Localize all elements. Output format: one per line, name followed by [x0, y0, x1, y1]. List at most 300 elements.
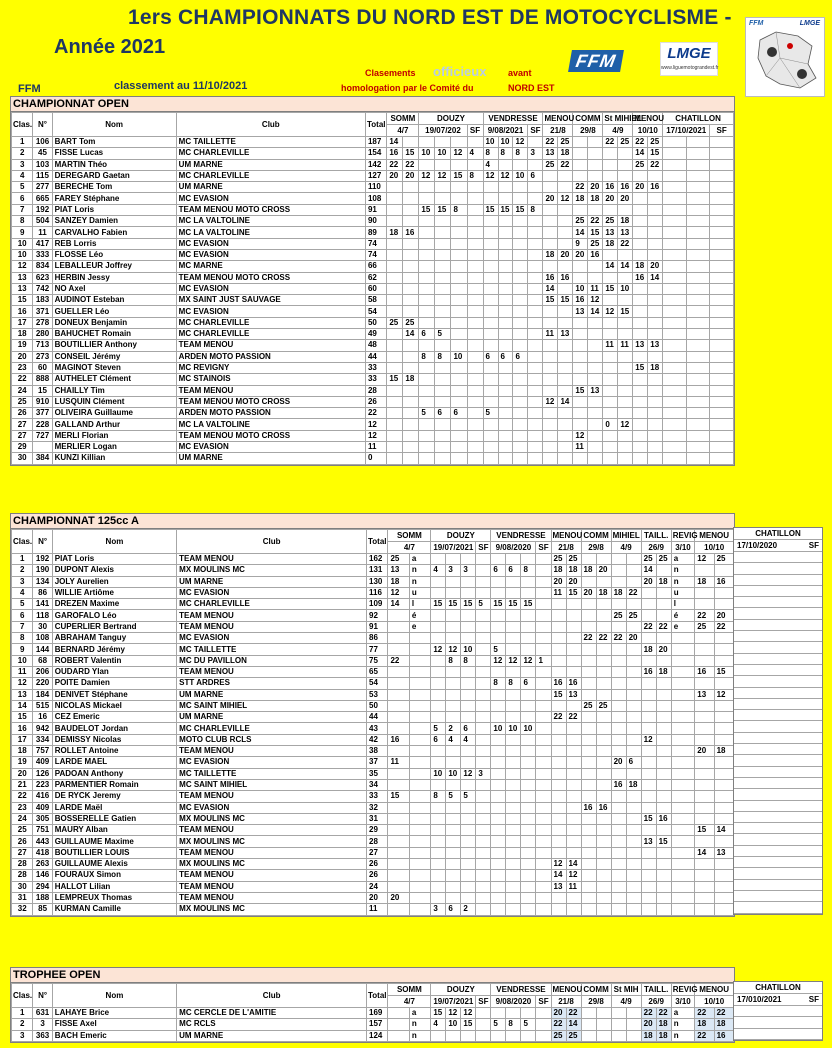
table-cell [513, 261, 528, 272]
table-cell [656, 859, 671, 870]
table-cell [403, 442, 419, 453]
table-cell: 12 [461, 1008, 476, 1019]
table-cell [558, 453, 573, 464]
table-cell [461, 757, 476, 768]
table-cell [506, 836, 521, 847]
table-cell [686, 396, 710, 407]
table-cell: 106 [33, 137, 52, 148]
total-points: 110 [365, 182, 386, 193]
table-cell [491, 791, 506, 802]
table-cell [641, 904, 656, 915]
table-cell [403, 385, 419, 396]
table-row [12, 621, 734, 632]
rider-name: AUDINOT Esteban [52, 295, 176, 306]
table-cell: 6 [528, 170, 543, 181]
table-cell [551, 757, 566, 768]
table-cell [663, 453, 687, 464]
table-cell [626, 689, 641, 700]
page-title: 1ers CHAMPIONNATS DU NORD EST DE MOTOCYCLISME - [128, 6, 732, 29]
sf-douzy: SF [476, 542, 491, 554]
table-cell [671, 633, 695, 644]
table-cell [521, 576, 536, 587]
table-cell [663, 148, 687, 159]
table-cell [611, 881, 626, 892]
table-cell [626, 746, 641, 757]
table-cell: 12 [461, 768, 476, 779]
table-cell [476, 565, 491, 576]
table-cell [695, 836, 714, 847]
table-cell [451, 306, 467, 317]
table-row [12, 904, 734, 915]
table-cell [467, 317, 483, 328]
table-cell: n [409, 565, 430, 576]
table-cell [388, 746, 409, 757]
table-cell [506, 892, 521, 903]
table-cell [451, 385, 467, 396]
table-cell [506, 1030, 521, 1041]
table-cell: 16 [633, 272, 648, 283]
table-cell: 20 [618, 193, 633, 204]
table-cell: 15 [566, 587, 581, 598]
table-cell [467, 351, 483, 362]
table-cell [566, 746, 581, 757]
table-cell [476, 904, 491, 915]
table-cell [611, 723, 626, 734]
table-cell [618, 329, 633, 340]
sf-douzy: SF [467, 125, 483, 137]
table-cell [714, 859, 733, 870]
table-cell [387, 193, 403, 204]
table-cell: 4 [431, 1019, 446, 1030]
chatillon-cell [734, 552, 822, 563]
total-points: 130 [367, 576, 388, 587]
club-name: MX MOULINS MC [177, 813, 367, 824]
table-cell [521, 791, 536, 802]
table-cell [558, 419, 573, 430]
table-cell: 16 [641, 666, 656, 677]
table-cell [566, 644, 581, 655]
table-cell: 333 [33, 249, 52, 260]
table-cell [710, 329, 734, 340]
table-cell [663, 249, 687, 260]
table-cell: 20 [588, 182, 603, 193]
table-cell [618, 351, 633, 362]
club-name: MX MOULINS MC [177, 565, 367, 576]
table-cell: 12 [12, 678, 33, 689]
table-cell [596, 859, 611, 870]
club-name: MC CHARLEVILLE [176, 317, 365, 328]
table-row [12, 655, 734, 666]
table-cell: 18 [648, 362, 663, 373]
table-row [12, 734, 734, 745]
table-cell: 12 [551, 859, 566, 870]
table-cell: 5 [12, 182, 33, 193]
table-cell [536, 576, 551, 587]
table-cell [403, 238, 419, 249]
table-cell [506, 847, 521, 858]
club-name: MC REVIGNY [176, 362, 365, 373]
table-cell [581, 666, 596, 677]
table-cell: 12 [451, 148, 467, 159]
date-somm: 4/7 [387, 125, 419, 137]
table-row [12, 238, 734, 249]
table-cell [618, 385, 633, 396]
table-cell: n [671, 576, 695, 587]
table-cell: 16 [588, 249, 603, 260]
date-vendresse: 9/08/2020 [491, 996, 536, 1008]
table-cell [498, 453, 513, 464]
date-comm: 29/8 [581, 996, 611, 1008]
table-cell: 16 [695, 666, 714, 677]
table-cell: 18 [695, 576, 714, 587]
table-cell: 12 [543, 396, 558, 407]
table-row [12, 385, 734, 396]
table-row [12, 1019, 734, 1030]
table-cell [476, 859, 491, 870]
table-cell [419, 272, 435, 283]
table-cell [536, 746, 551, 757]
table-cell [506, 791, 521, 802]
table-cell [714, 565, 733, 576]
table-cell [451, 329, 467, 340]
table-cell: 25 [603, 216, 618, 227]
table-cell [543, 374, 558, 385]
table-cell [695, 904, 714, 915]
table-cell [543, 216, 558, 227]
table-cell [388, 700, 409, 711]
table-cell [596, 825, 611, 836]
table-cell [641, 768, 656, 779]
table-cell [528, 351, 543, 362]
table-cell [451, 182, 467, 193]
table-cell [596, 1008, 611, 1019]
table-cell [558, 216, 573, 227]
table-cell [566, 847, 581, 858]
table-cell: 15 [513, 204, 528, 215]
table-cell [528, 396, 543, 407]
table-cell: 14 [618, 261, 633, 272]
table-cell [461, 712, 476, 723]
table-cell: 20 [695, 746, 714, 757]
table-cell [648, 351, 663, 362]
table-cell [648, 249, 663, 260]
table-cell [419, 340, 435, 351]
table-cell [581, 621, 596, 632]
table-cell [603, 317, 618, 328]
table-cell [603, 148, 618, 159]
table-cell: 25 [695, 621, 714, 632]
table-cell [648, 385, 663, 396]
table-row [12, 306, 734, 317]
table-row [12, 159, 734, 170]
table-cell [596, 892, 611, 903]
table-cell [588, 351, 603, 362]
table-cell [714, 870, 733, 881]
table-cell [476, 802, 491, 813]
table-cell: 11 [388, 757, 409, 768]
table-cell [588, 340, 603, 351]
table-cell: 22 [588, 216, 603, 227]
table-cell: 8 [498, 148, 513, 159]
table-cell [648, 295, 663, 306]
table-cell: 16 [618, 182, 633, 193]
table-cell [476, 1019, 491, 1030]
table-cell [710, 216, 734, 227]
table-cell [710, 283, 734, 294]
club-name: MC EVASION [177, 802, 367, 813]
table-cell: 5 [521, 1019, 536, 1030]
table-cell [513, 227, 528, 238]
table-cell: 3 [476, 768, 491, 779]
table-cell: 18 [714, 1019, 733, 1030]
table-cell [551, 621, 566, 632]
table-cell: 305 [33, 813, 52, 824]
table-cell: 22 [656, 621, 671, 632]
table-cell [451, 317, 467, 328]
table-cell [528, 193, 543, 204]
table-cell [566, 621, 581, 632]
table-cell [663, 408, 687, 419]
table-cell [435, 317, 451, 328]
table-cell [467, 261, 483, 272]
table-cell [663, 374, 687, 385]
table-cell: 144 [33, 644, 52, 655]
table-cell: 23 [12, 802, 33, 813]
table-cell [513, 193, 528, 204]
table-cell [648, 329, 663, 340]
table-cell [626, 1019, 641, 1030]
c125-chatillon-panel [733, 527, 823, 915]
col-club: Club [176, 113, 365, 137]
table-cell [431, 712, 446, 723]
table-cell [581, 734, 596, 745]
table-cell [663, 238, 687, 249]
table-cell [626, 791, 641, 802]
table-cell [695, 712, 714, 723]
table-cell [573, 351, 588, 362]
col-somm: SOMM [387, 113, 419, 125]
table-cell [491, 881, 506, 892]
table-cell: 16 [12, 306, 33, 317]
table-cell: 14 [403, 329, 419, 340]
table-cell [611, 847, 626, 858]
table-cell: 15 [506, 599, 521, 610]
table-cell [513, 442, 528, 453]
table-cell [536, 610, 551, 621]
table-cell [521, 610, 536, 621]
table-cell [558, 306, 573, 317]
table-cell [513, 408, 528, 419]
table-cell [648, 396, 663, 407]
table-cell [536, 836, 551, 847]
table-cell [551, 734, 566, 745]
table-cell: 13 [603, 227, 618, 238]
table-cell [476, 689, 491, 700]
rider-name: OUDARD Ylan [52, 666, 176, 677]
table-cell [467, 362, 483, 373]
table-cell [596, 1030, 611, 1041]
table-cell [714, 700, 733, 711]
table-row [12, 836, 734, 847]
table-cell: 15 [543, 295, 558, 306]
chatillon-cell [734, 834, 822, 845]
table-cell [409, 836, 430, 847]
rider-name: BOUTILLIER LOUIS [52, 847, 176, 858]
table-cell [695, 700, 714, 711]
table-cell [446, 757, 461, 768]
table-cell [603, 159, 618, 170]
table-cell: 16 [558, 272, 573, 283]
table-cell [403, 272, 419, 283]
table-cell [618, 204, 633, 215]
table-cell: 16 [543, 272, 558, 283]
table-cell [596, 881, 611, 892]
rider-name: OLIVEIRA Guillaume [52, 408, 176, 419]
table-cell [633, 216, 648, 227]
table-cell: 6 [461, 723, 476, 734]
rider-name: NICOLAS Mickael [52, 700, 176, 711]
table-cell [419, 261, 435, 272]
chatillon-cell [734, 857, 822, 868]
table-cell [536, 825, 551, 836]
table-cell [528, 216, 543, 227]
table-cell: 15 [33, 385, 52, 396]
table-cell [648, 442, 663, 453]
rider-name: LAHAYE Brice [52, 1008, 176, 1019]
table-cell [409, 904, 430, 915]
table-cell [611, 666, 626, 677]
table-cell: 727 [33, 430, 52, 441]
table-cell [387, 272, 403, 283]
table-cell: 4 [467, 148, 483, 159]
table-row [12, 723, 734, 734]
table-cell: 20 [603, 193, 618, 204]
table-cell [387, 453, 403, 464]
date-vendresse: 9/08/2020 [491, 542, 536, 554]
table-cell [611, 565, 626, 576]
table-cell [596, 655, 611, 666]
table-cell [641, 870, 656, 881]
club-name: MC RCLS [177, 1019, 367, 1030]
col-chatillon: CHATILLON [663, 113, 734, 125]
table-cell: 25 [611, 610, 626, 621]
table-cell [498, 430, 513, 441]
col-stmih: St MIH [611, 984, 641, 996]
table-cell [451, 216, 467, 227]
table-cell: 6 [446, 904, 461, 915]
table-cell [633, 419, 648, 430]
sf-vendresse: SF [536, 542, 551, 554]
table-cell: 1 [12, 1008, 33, 1019]
table-cell: 6 [491, 565, 506, 576]
table-cell: 8 [483, 148, 498, 159]
table-cell [461, 678, 476, 689]
table-cell: 103 [33, 159, 52, 170]
col-clas: Clas. [12, 530, 33, 554]
table-cell [626, 836, 641, 847]
table-cell [435, 182, 451, 193]
table-cell: 25 [596, 700, 611, 711]
table-cell: 68 [33, 655, 52, 666]
club-name: MC LA VALTOLINE [176, 227, 365, 238]
table-cell [446, 881, 461, 892]
table-cell [409, 847, 430, 858]
table-cell [467, 159, 483, 170]
date-menou2: 10/10 [695, 996, 734, 1008]
table-cell [543, 351, 558, 362]
table-cell [451, 159, 467, 170]
table-cell [388, 723, 409, 734]
table-cell: 12 [513, 137, 528, 148]
table-cell [671, 802, 695, 813]
table-cell: 16 [714, 576, 733, 587]
table-cell [596, 723, 611, 734]
total-points: 33 [365, 362, 386, 373]
table-cell: 409 [33, 757, 52, 768]
table-cell: 28 [12, 870, 33, 881]
rider-name: GALLAND Arthur [52, 419, 176, 430]
rider-name: LARDE MAEL [52, 757, 176, 768]
table-cell: 363 [33, 1030, 52, 1041]
table-cell [419, 216, 435, 227]
table-cell: n [409, 576, 430, 587]
table-cell [581, 746, 596, 757]
table-cell [581, 554, 596, 565]
chatillon-cell [734, 631, 822, 642]
table-cell [409, 712, 430, 723]
table-cell [528, 159, 543, 170]
table-cell: 409 [33, 802, 52, 813]
table-cell: 14 [633, 148, 648, 159]
table-cell: 18 [641, 644, 656, 655]
table-cell [461, 689, 476, 700]
chatillon-cell [734, 699, 822, 710]
table-cell: 14 [714, 825, 733, 836]
table-cell: 14 [543, 283, 558, 294]
table-cell [431, 700, 446, 711]
table-cell [506, 666, 521, 677]
table-cell [498, 283, 513, 294]
table-cell [435, 272, 451, 283]
table-cell: 5 [12, 599, 33, 610]
table-cell: 2 [12, 148, 33, 159]
table-cell [633, 295, 648, 306]
table-cell: 277 [33, 182, 52, 193]
table-cell [611, 870, 626, 881]
table-cell: 10 [506, 723, 521, 734]
rider-name: MERLIER Logan [52, 442, 176, 453]
table-cell [558, 442, 573, 453]
col-comm: COMM [581, 984, 611, 996]
chatillon-cell [734, 654, 822, 665]
total-points: 169 [367, 1008, 388, 1019]
table-cell: 18 [12, 329, 33, 340]
total-points: 20 [367, 892, 388, 903]
table-cell [663, 430, 687, 441]
table-cell [611, 655, 626, 666]
table-cell [714, 813, 733, 824]
table-cell [506, 700, 521, 711]
table-cell [710, 182, 734, 193]
table-cell: 12 [446, 644, 461, 655]
club-name: MC EVASION [177, 633, 367, 644]
table-cell [695, 779, 714, 790]
table-cell: 13 [543, 148, 558, 159]
table-cell [491, 836, 506, 847]
table-cell [566, 734, 581, 745]
table-cell [431, 678, 446, 689]
table-cell [671, 678, 695, 689]
